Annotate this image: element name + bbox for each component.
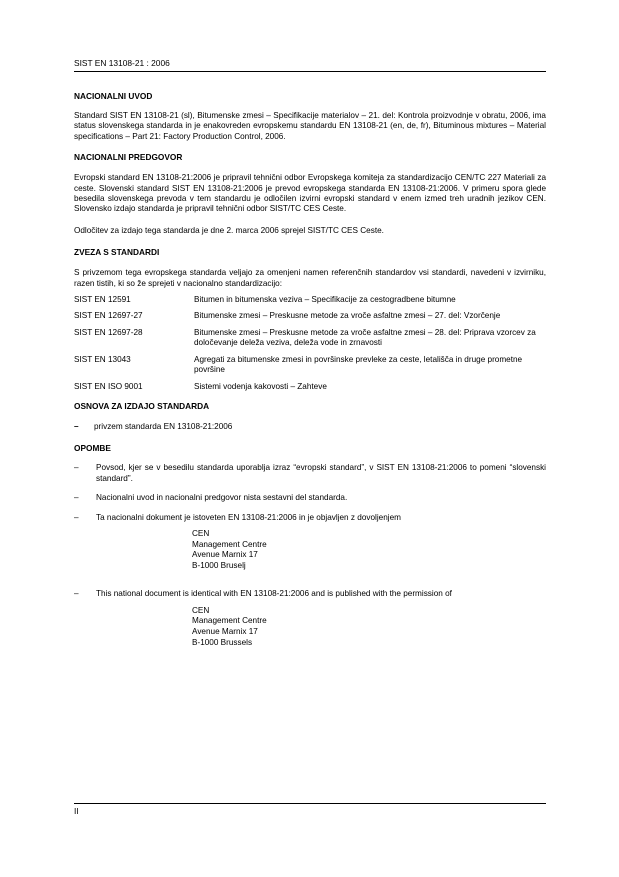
standard-title: Bitumenske zmesi – Preskusne metode za vroče asfaltne zmesi – 27. del: Vzorčenje xyxy=(194,311,501,321)
note-text: Povsod, kjer se v besedilu standarda uporablja izraz “evropski standard”, v SIST EN 13108-21:2006 to pomeni “slovenski standard”. xyxy=(96,463,546,483)
note-item xyxy=(74,493,546,503)
table-row xyxy=(74,311,546,327)
bullet-dash-icon: – xyxy=(74,512,79,522)
heading-osnova-za-izdajo: OSNOVA ZA IZDAJO STANDARDA xyxy=(74,400,210,411)
heading-nacionalni-predgovor: NACIONALNI PREDGOVOR xyxy=(74,152,183,163)
page-number: II xyxy=(74,806,79,816)
address-line: CEN xyxy=(192,605,210,615)
table-row xyxy=(74,295,546,311)
paragraph-predgovor-2: Odločitev za izdajo tega standarda je dne 2. marca 2006 sprejel SIST/TC CES Ceste. xyxy=(74,225,384,235)
address-line: Management Centre xyxy=(192,616,267,626)
standard-title: Agregati za bitumenske zmesi in površinske prevleke za ceste, letališča in druge prometne površine xyxy=(194,354,523,375)
note-text: Nacionalni uvod in nacionalni predgovor nista sestavni del standarda. xyxy=(96,493,348,503)
note-item xyxy=(74,513,546,523)
address-line: Avenue Marnix 17 xyxy=(192,626,258,636)
address-line: Avenue Marnix 17 xyxy=(192,550,258,560)
paragraph-predgovor-1: Evropski standard EN 13108-21:2006 je pripravil tehnični odbor Evropskega komiteja za standardizacijo CEN/TC 227 Materiali za ceste. Slovenski standard SIST EN 13108-21:2006 je prevod evropskega standarda EN 13108-21:2006. V primeru spora glede besedila slovenskega prevoda v tem standardu je odločilen izvirni evropski standard v enem izmed treh uradnih jezikov CEN. Slovensko izdajo standarda je pripravil tehnični odbor SIST/TC CES Ceste. xyxy=(74,173,546,214)
address-line: B-1000 Brussels xyxy=(192,637,253,647)
standard-title: Sistemi vodenja kakovosti – Zahteve xyxy=(194,381,327,391)
heading-zveza-s-standardi: ZVEZA S STANDARDI xyxy=(74,247,160,258)
standard-code: SIST EN 12591 xyxy=(74,295,131,305)
note-item xyxy=(74,589,546,599)
table-row xyxy=(74,382,546,398)
bullet-dash-icon: – xyxy=(74,493,79,503)
document-page xyxy=(74,58,546,648)
standard-code: SIST EN ISO 9001 xyxy=(74,381,143,391)
address-line: B-1000 Bruselj xyxy=(192,560,246,570)
bullet-dash-icon: – xyxy=(74,421,79,431)
address-block-en xyxy=(192,606,546,648)
page-footer xyxy=(74,803,546,817)
address-block-sl xyxy=(192,529,546,571)
table-row xyxy=(74,355,546,382)
list-item-text: privzem standarda EN 13108-21:2006 xyxy=(94,421,233,431)
standard-title: Bitumenske zmesi – Preskusne metode za vroče asfaltne zmesi – 28. del: Priprava vzorcev za določevanje deleža veziva, deleža vode in zrnavosti xyxy=(194,327,536,348)
standard-title: Bitumen in bitumenska veziva – Specifikacije za cestogradbene bitumne xyxy=(194,295,456,305)
note-text: Ta nacionalni dokument je istoveten EN 13108-21:2006 in je objavljen z dovoljenjem xyxy=(96,512,401,522)
standard-code: SIST EN 13043 xyxy=(74,354,131,364)
address-line: CEN xyxy=(192,528,210,538)
standard-code: SIST EN 12697-28 xyxy=(74,327,143,337)
address-line: Management Centre xyxy=(192,539,267,549)
heading-nacionalni-uvod: NACIONALNI UVOD xyxy=(74,91,153,101)
reference-standards-table xyxy=(74,295,546,398)
paragraph-uvod: Standard SIST EN 13108-21 (sl), Bitumenske zmesi – Specifikacije materialov – 21. del: Kontrola proizvodnje v obratu, 2006, ima status slovenskega standarda in je enakovreden evropskemu standardu EN 13108-21 (en, de, fr), Bituminous mixtures – Material specifications – Part 21: Factory Production Control, 2006. xyxy=(74,111,546,141)
bullet-dash-icon: – xyxy=(74,463,79,473)
standard-code: SIST EN 12697-27 xyxy=(74,311,143,321)
note-item xyxy=(74,463,546,484)
bullet-dash-icon: – xyxy=(74,589,79,599)
paragraph-zveza: S privzemom tega evropskega standarda veljajo za omenjeni namen referenčnih standardov vsi standardi, navedeni v izvirniku, razen tistih, ki so že sprejeti v nacionalno standardizacijo: xyxy=(74,268,546,288)
heading-opombe: OPOMBE xyxy=(74,443,111,454)
table-row xyxy=(74,328,546,355)
note-text: This national document is identical with EN 13108-21:2006 and is published with the permission of xyxy=(96,589,452,599)
list-item xyxy=(74,422,546,432)
running-title: SIST EN 13108-21 : 2006 xyxy=(74,58,546,72)
